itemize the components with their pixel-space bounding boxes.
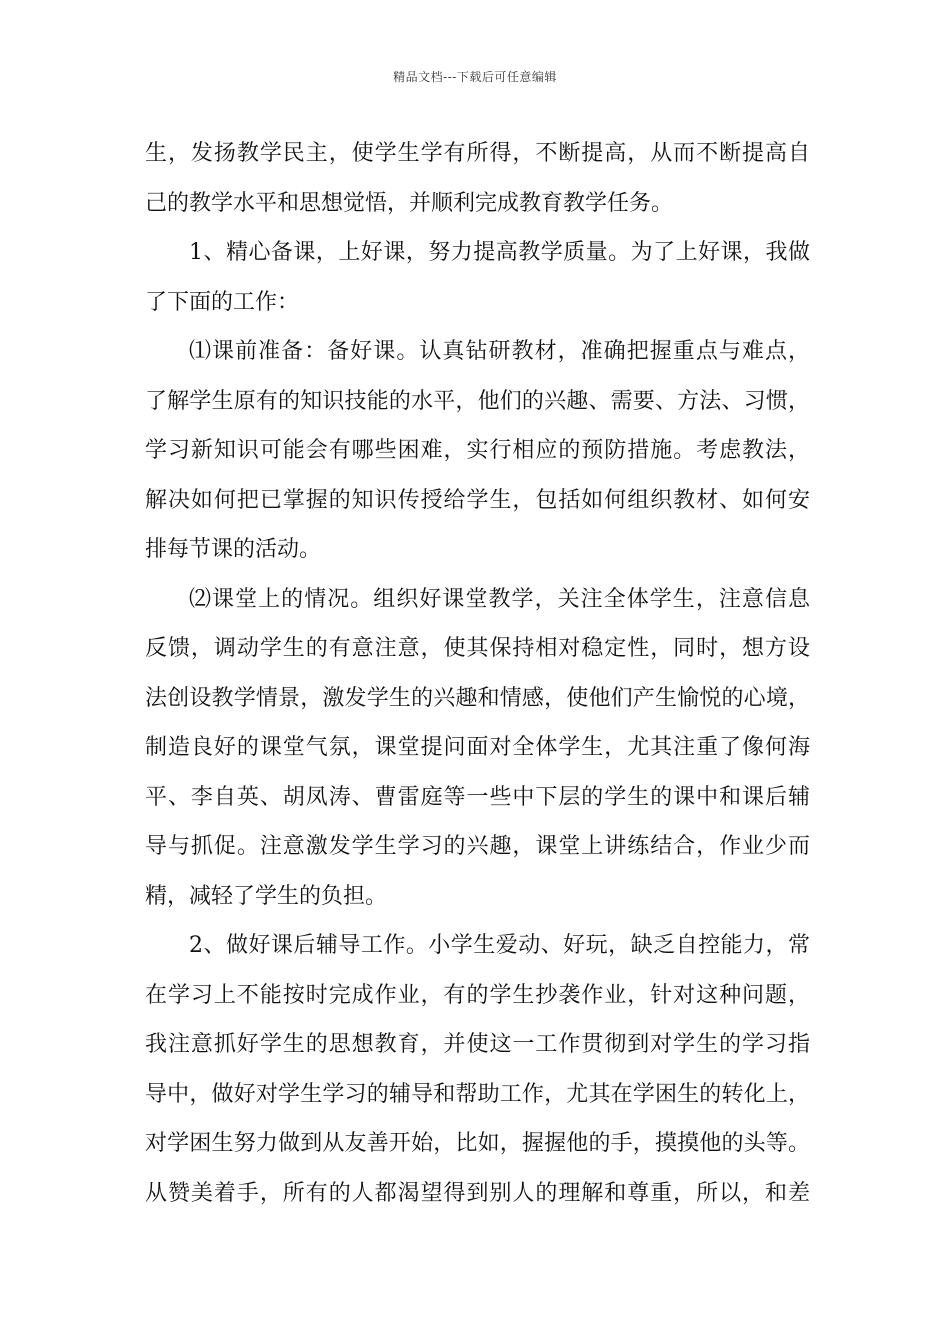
body-line: 了下面的工作：	[145, 289, 300, 315]
body-line: 制造良好的课堂气氛，课堂提问面对全体学生，尤其注重了像何海	[145, 735, 810, 760]
page-header: 精品文档---下载后可任意编辑	[393, 70, 557, 84]
body-line: 我注意抓好学生的思想教育，并使这一工作贯彻到对学生的学习指	[145, 1032, 810, 1057]
body-line: 导中，做好对学生学习的辅导和帮助工作，尤其在学困生的转化上，	[145, 1081, 810, 1107]
body-line: 导与抓促。注意激发学生学习的兴趣，课堂上讲练结合，作业少而	[145, 834, 810, 859]
document-body	[145, 129, 810, 1218]
body-line: ⑵课堂上的情况。组织好课堂教学，关注全体学生，注意信息	[189, 586, 810, 612]
body-line: 生，发扬教学民主，使学生学有所得，不断提高，从而不断提高自	[145, 141, 810, 166]
body-line: 精，减轻了学生的负担。	[145, 883, 388, 909]
body-line: 在学习上不能按时完成作业，有的学生抄袭作业，针对这种问题，	[145, 982, 810, 1008]
body-line: 解决如何把已掌握的知识传授给学生，包括如何组织教材、如何安	[145, 487, 810, 513]
body-line: 反馈，调动学生的有意注意，使其保持相对稳定性，同时，想方设	[145, 636, 810, 661]
body-line: 学习新知识可能会有哪些困难，实行相应的预防措施。考虑教法，	[145, 438, 810, 463]
body-line: 平、李自英、胡凤涛、曹雷庭等一些中下层的学生的课中和课后辅	[145, 784, 810, 810]
body-line: ⑴课前准备：备好课。认真钻研教材，准确把握重点与难点，	[189, 339, 810, 364]
body-line: 从赞美着手，所有的人都渴望得到别人的理解和尊重，所以，和差	[145, 1180, 810, 1206]
body-line: 了解学生原有的知识技能的水平，他们的兴趣、需要、方法、习惯，	[145, 388, 810, 414]
body-line: 己的教学水平和思想觉悟，并顺利完成教育教学任务。	[145, 190, 674, 216]
body-line: 排每节课的活动。	[145, 537, 322, 562]
body-line: 2、做好课后辅导工作。小学生爱动、好玩，缺乏自控能力，常	[189, 933, 810, 958]
body-line: 对学困生努力做到从友善开始，比如，握握他的手，摸摸他的头等。	[145, 1131, 810, 1156]
body-line: 法创设教学情景，激发学生的兴趣和情感，使他们产生愉悦的心境，	[145, 685, 810, 711]
body-line: 1、精心备课，上好课，努力提高教学质量。为了上好课，我做	[189, 240, 810, 265]
